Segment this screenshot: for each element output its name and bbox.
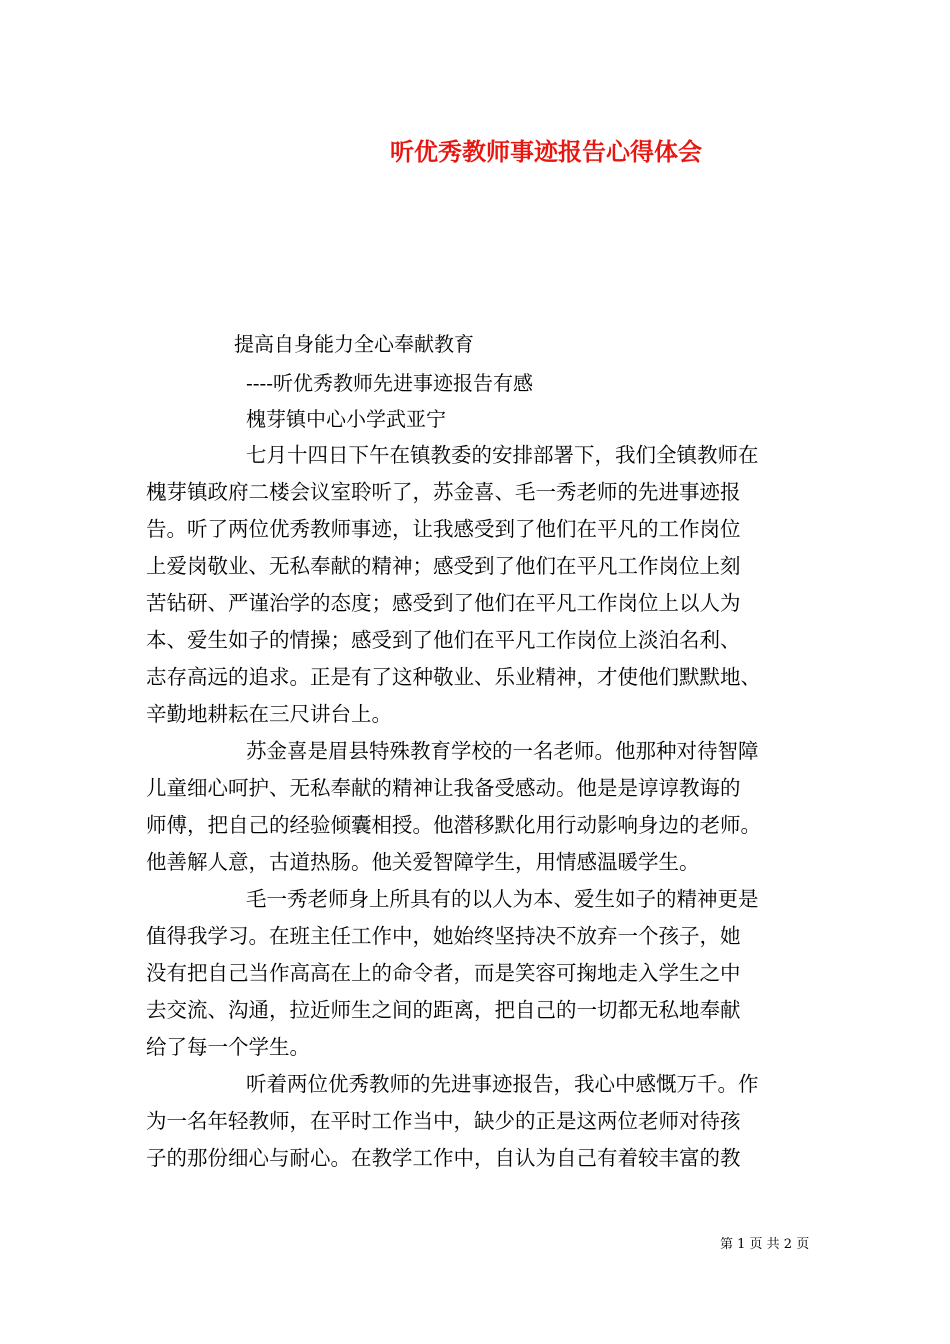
paragraph-line: 槐芽镇政府二楼会议室聆听了，苏金喜、毛一秀老师的先进事迹报: [146, 480, 741, 504]
paragraph-line: 他善解人意，古道热肠。他关爱智障学生，用情感温暖学生。: [146, 850, 700, 874]
paragraph-line: 值得我学习。在班主任工作中，她始终坚持决不放弃一个孩子，她: [146, 924, 741, 948]
document-title: 听优秀教师事迹报告心得体会: [390, 137, 702, 166]
paragraph-line: 毛一秀老师身上所具有的以人为本、爱生如子的精神更是: [246, 887, 759, 911]
paragraph-line: 听着两位优秀教师的先进事迹报告，我心中感慨万千。作: [246, 1072, 759, 1096]
document-author: 槐芽镇中心小学武亚宁: [246, 407, 446, 431]
paragraph-line: 儿童细心呵护、无私奉献的精神让我备受感动。他是是谆谆教诲的: [146, 776, 741, 800]
page-number-footer: 第 1 页 共 2 页: [720, 1237, 810, 1252]
paragraph-line: 去交流、沟通，拉近师生之间的距离，把自己的一切都无私地奉献: [146, 998, 741, 1022]
paragraph-line: 辛勤地耕耘在三尺讲台上。: [146, 702, 392, 726]
paragraph-line: 志存高远的追求。正是有了这种敬业、乐业精神，才使他们默默地、: [146, 665, 761, 689]
paragraph-line: 本、爱生如子的情操；感受到了他们在平凡工作岗位上淡泊名利、: [146, 628, 741, 652]
paragraph-line: 告。听了两位优秀教师事迹，让我感受到了他们在平凡的工作岗位: [146, 517, 741, 541]
document-heading: 提高自身能力全心奉献教育: [234, 332, 474, 356]
document-subheading: ----听优秀教师先进事迹报告有感: [246, 371, 534, 395]
paragraph-line: 为一名年轻教师，在平时工作当中，缺少的正是这两位老师对待孩: [146, 1109, 741, 1133]
paragraph-line: 给了每一个学生。: [146, 1035, 310, 1059]
paragraph-line: 七月十四日下午在镇教委的安排部署下，我们全镇教师在: [246, 443, 759, 467]
paragraph-line: 上爱岗敬业、无私奉献的精神；感受到了他们在平凡工作岗位上刻: [146, 554, 741, 578]
paragraph-line: 师傅，把自己的经验倾囊相授。他潜移默化用行动影响身边的老师。: [146, 813, 761, 837]
paragraph-line: 苦钻研、严谨治学的态度；感受到了他们在平凡工作岗位上以人为: [146, 591, 741, 615]
paragraph-line: 子的那份细心与耐心。在教学工作中，自认为自己有着较丰富的教: [146, 1146, 741, 1170]
paragraph-line: 没有把自己当作高高在上的命令者，而是笑容可掬地走入学生之中: [146, 961, 741, 985]
paragraph-line: 苏金喜是眉县特殊教育学校的一名老师。他那种对待智障: [246, 739, 759, 763]
